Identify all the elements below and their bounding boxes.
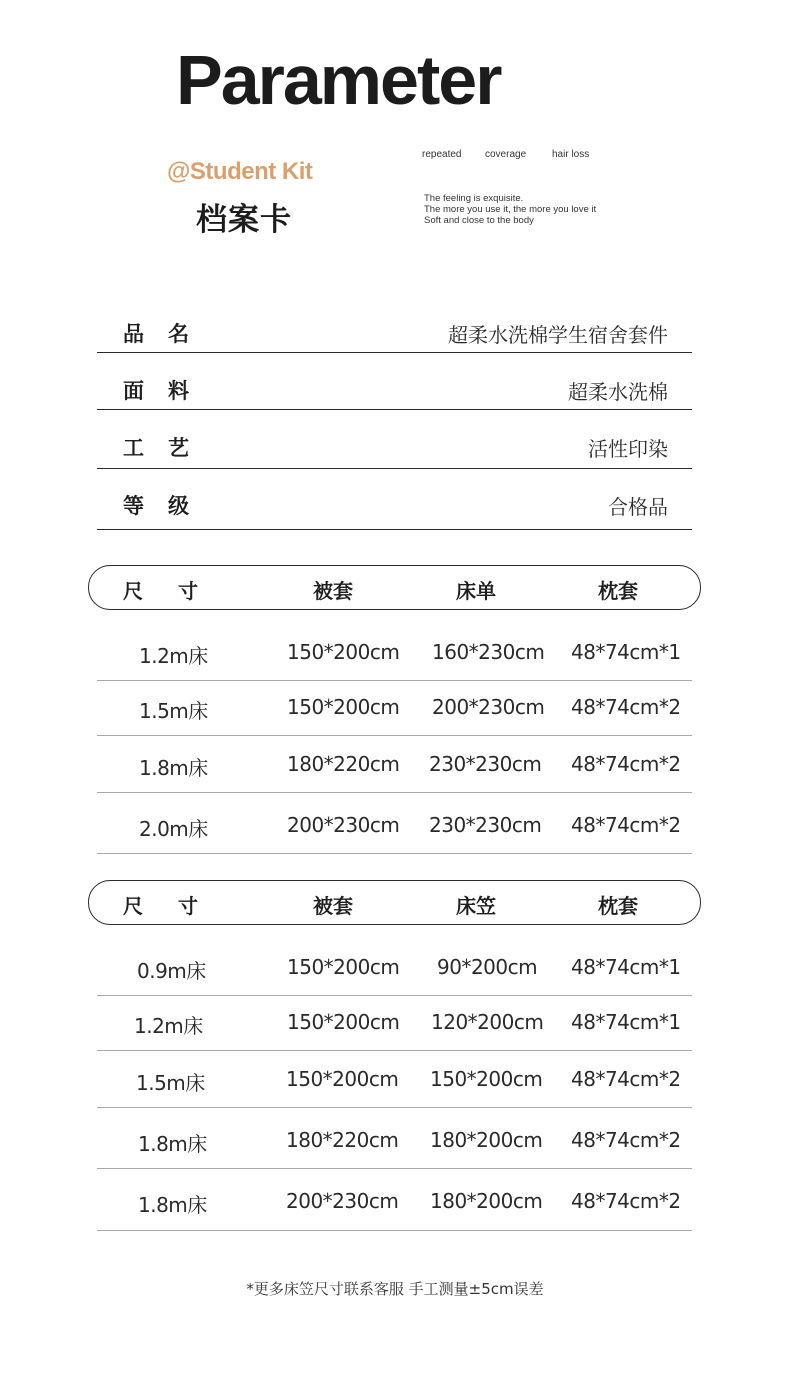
blurb-line: The feeling is exquisite.	[424, 193, 524, 204]
cell-duvet: 200*230cm	[287, 813, 400, 837]
cell-pillow: 48*74cm*2	[571, 1128, 681, 1152]
tag-coverage: coverage	[485, 149, 527, 160]
cell-fitted-sheet: 180*200cm	[430, 1128, 543, 1152]
page-title: Parameter	[176, 41, 501, 119]
kit-subtitle: 档案卡	[196, 202, 292, 238]
cell-duvet: 200*230cm	[286, 1189, 399, 1213]
tag-hair-loss: hair loss	[552, 149, 590, 160]
table-row	[97, 996, 692, 1051]
info-row-grade	[97, 484, 692, 530]
info-label: 等级	[123, 494, 213, 518]
header-size: 尺 寸	[123, 579, 212, 603]
cell-pillow: 48*74cm*2	[571, 752, 681, 776]
header-size: 尺 寸	[123, 894, 212, 918]
table-row	[97, 1169, 692, 1231]
header-duvet: 被套	[313, 579, 353, 603]
cell-duvet: 150*200cm	[287, 695, 400, 719]
blurb	[424, 193, 596, 226]
blurb-line: Soft and close to the body	[424, 215, 534, 226]
cell-pillow: 48*74cm*2	[571, 1067, 681, 1091]
footnote: *更多床笠尺寸联系客服 手工测量±5cm误差	[246, 1280, 544, 1298]
table-row	[97, 1108, 692, 1169]
table-row	[97, 626, 692, 681]
cell-size: 1.8m床	[138, 1132, 207, 1156]
info-row-name	[97, 312, 692, 353]
info-value: 超柔水洗棉学生宿舍套件	[448, 323, 668, 347]
table-row	[97, 941, 692, 996]
cell-duvet: 150*200cm	[287, 640, 400, 664]
cell-duvet: 150*200cm	[286, 1067, 399, 1091]
kit-label: @Student Kit	[167, 158, 313, 185]
cell-size: 1.8m床	[138, 1193, 207, 1217]
table2-header	[88, 880, 701, 925]
cell-size: 1.8m床	[139, 756, 208, 780]
cell-size: 0.9m床	[137, 959, 206, 983]
info-label: 面料	[123, 379, 213, 403]
cell-sheet: 160*230cm	[432, 640, 545, 664]
cell-pillow: 48*74cm*2	[571, 813, 681, 837]
header-duvet: 被套	[313, 894, 353, 918]
info-row-craft	[97, 426, 692, 469]
cell-duvet: 150*200cm	[287, 955, 400, 979]
cell-size: 1.2m床	[134, 1014, 203, 1038]
cell-duvet: 180*220cm	[287, 752, 400, 776]
header-fitted-sheet: 床笠	[456, 894, 496, 918]
info-row-fabric	[97, 369, 692, 410]
cell-sheet: 200*230cm	[432, 695, 545, 719]
cell-pillow: 48*74cm*2	[571, 1189, 681, 1213]
header-sheet: 床单	[456, 579, 496, 603]
table-row	[97, 1051, 692, 1108]
info-value: 活性印染	[588, 437, 668, 461]
info-label: 工艺	[123, 436, 213, 460]
cell-pillow: 48*74cm*1	[571, 640, 681, 664]
table-row	[97, 736, 692, 793]
cell-fitted-sheet: 180*200cm	[430, 1189, 543, 1213]
cell-size: 1.5m床	[136, 1071, 205, 1095]
table-row	[97, 793, 692, 854]
cell-size: 1.2m床	[139, 644, 208, 668]
blurb-line: The more you use it, the more you love it	[424, 204, 597, 215]
cell-pillow: 48*74cm*1	[571, 1010, 681, 1034]
header-pillow: 枕套	[598, 579, 638, 603]
info-value: 超柔水洗棉	[568, 380, 668, 404]
cell-pillow: 48*74cm*1	[571, 955, 681, 979]
cell-fitted-sheet: 150*200cm	[430, 1067, 543, 1091]
cell-duvet: 150*200cm	[287, 1010, 400, 1034]
tag-repeated: repeated	[422, 149, 462, 160]
table-row	[97, 681, 692, 736]
header-pillow: 枕套	[598, 894, 638, 918]
cell-sheet: 230*230cm	[429, 813, 542, 837]
cell-pillow: 48*74cm*2	[571, 695, 681, 719]
info-label: 品名	[123, 322, 213, 346]
cell-size: 1.5m床	[139, 699, 208, 723]
cell-fitted-sheet: 120*200cm	[431, 1010, 544, 1034]
cell-sheet: 230*230cm	[429, 752, 542, 776]
cell-size: 2.0m床	[139, 817, 208, 841]
info-value: 合格品	[608, 495, 668, 519]
table1-header	[88, 565, 701, 610]
cell-duvet: 180*220cm	[286, 1128, 399, 1152]
cell-fitted-sheet: 90*200cm	[437, 955, 538, 979]
